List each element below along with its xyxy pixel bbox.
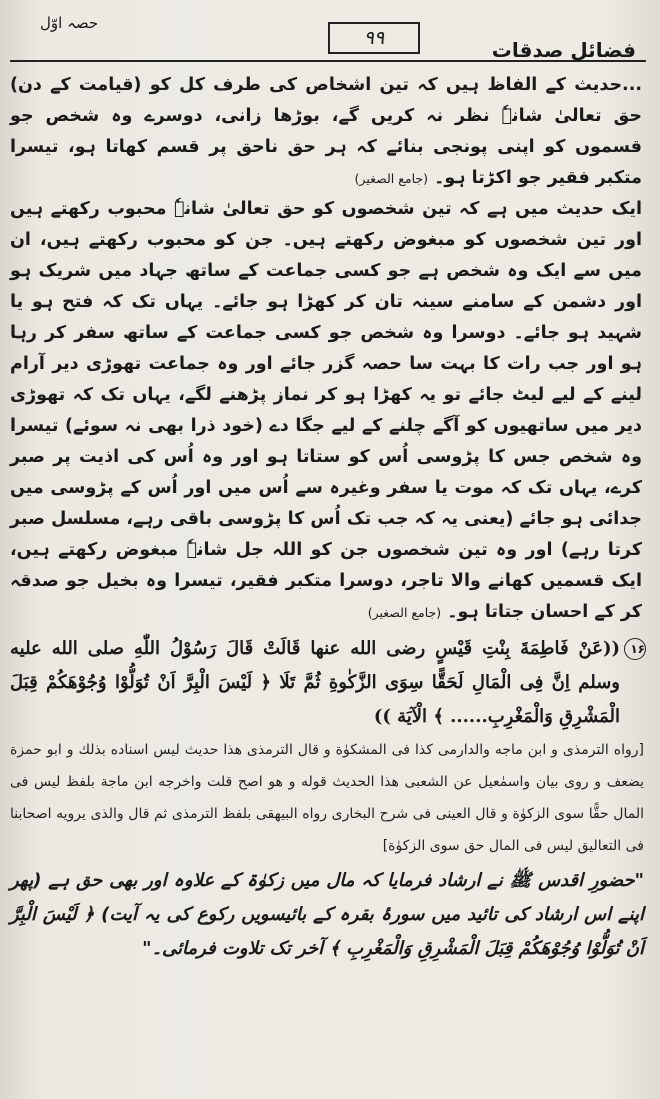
page-number: ۹۹: [328, 22, 420, 54]
urdu-body: [10, 70, 646, 628]
hadith-translation: "حضورِ اقدس ﷺ نے ارشاد فرمایا کہ مال میں زکوٰۃ کے علاوہ اور بھی حق ہے (پھر اپنے اس ارشاد کی تائید میں سورۂ بقرہ کے بائیسویں رکوع کی یہ آیت) ﴿ لَيْسَ الْبِرَّ اَنْ تُوَلُّوْا وُجُوْهَكُمْ قِبَلَ الْمَشْرِقِ وَالْمَغْرِبِ ﴾ آخر تک تلاوت فرمائی۔": [10, 870, 644, 959]
paragraph-2-source: (جامع الصغیر): [367, 605, 442, 620]
part-label: حصہ اوّل: [40, 14, 99, 32]
paragraph-1-source: (جامع الصغیر): [354, 171, 428, 186]
book-title: فضائل صدقات: [491, 38, 636, 62]
paragraph-2-text: ایک حدیث میں ہے کہ تین شخصوں کو حق تعالیٰ شانہٗ محبوب رکھتے ہیں اور تین شخصوں کو مبغوض رکھتے ہیں۔ جن کو محبوب رکھتے ہیں، ان میں سے ایک وہ شخص ہے جو کسی جماعت کے ساتھ جہاد میں شریک ہو اور دشمن کے سامنے سینہ تان کر کھڑا ہو جائے۔ یہاں تک کہ فتح ہو یا شہید ہو جائے۔ دوسرا وہ شخص جو کسی جماعت کے ساتھ سفر کر رہا ہو اور جب رات کا بہت سا حصہ گزر جائے اور وہ جماعت تھوڑی دیر آرام لینے کے لیے لیٹ جائے تو یہ کھڑا ہو کر نماز پڑھنے لگے، یہاں تک کہ تھوڑی دیر میں ساتھیوں کو آگے چلنے کے لیے جگا دے (خود ذرا بھی نہ سوئے) تیسرا وہ شخص جس کا پڑوسی اُس کو ستاتا ہو اور وہ اُس کی اذیت پر صبر کرے، یہاں تک کہ موت یا سفر وغیرہ سے اُس میں اور اُس کے پڑوسی میں جدائی ہو جائے (یعنی یہ کہ جب تک اُس کا پڑوسی باقی رہے، مسلسل صبر کرتا رہے) اور وہ تین شخصوں جن کو اللہ جل شانہٗ مبغوض رکھتے ہیں، ایک قسمیں کھانے والا تاجر، دوسرا متکبر فقیر، تیسرا وہ بخیل جو صدقہ کر کے احسان جتاتا ہو۔: [10, 199, 642, 622]
page-header: [10, 0, 646, 62]
paragraph-2: [10, 194, 642, 628]
hadith-number: ۱۶: [624, 638, 646, 660]
hadith-reference: [رواه الترمذی و ابن ماجه والدارمی كذا فی المشكوٰة و قال الترمذی هذا حديث ليس اسناده بذلك و ابو حمزة يضعف و روى بيان واسمٰعيل عن الشعبی هذا الحديث قوله و هو اصح قلت واخرجه ابن ماجة بلفظ ليس فی المال حقًّا سوى الزكوٰة و قال العينی فی شرح البخاری رواه البيهقی بلفظ الترمذی ثم قال والذی يرويه اصحابنا فی التعاليق ليس فی المال حق سوى الزكوٰة]: [10, 742, 644, 854]
paragraph-1-text: ...حدیث کے الفاظ ہیں کہ تین اشخاص کی طرف کل کو (قیامت کے دن) حق تعالیٰ شانہٗ نظر نہ کریں گے، بوڑھا زانی، دوسرے وہ شخص جو قسموں کو اپنی پونجی بنائے کہ ہر حق ناحق پر قسم کھاتا ہو، تیسرا متکبر فقیر جو اکڑتا ہو۔: [10, 75, 642, 188]
hadith-arabic: [10, 632, 646, 734]
paragraph-1: [10, 70, 642, 194]
hadith-arabic-text: ((عَنْ فَاطِمَةَ بِنْتِ قَيْسٍ رضی الله عنها قَالَتْ قَالَ رَسُوْلُ اللّٰهِ صلی الله علیه وسلم اِنَّ فِی الْمَالِ لَحَقًّا سِوَى الزَّكٰوةِ ثُمَّ تَلَا ﴿ لَيْسَ الْبِرَّ اَنْ تُوَلُّوْا وُجُوْهَكُمْ قِبَلَ الْمَشْرِقِ وَالْمَغْرِبِ...... ﴾ الْآيَة )): [10, 638, 620, 727]
